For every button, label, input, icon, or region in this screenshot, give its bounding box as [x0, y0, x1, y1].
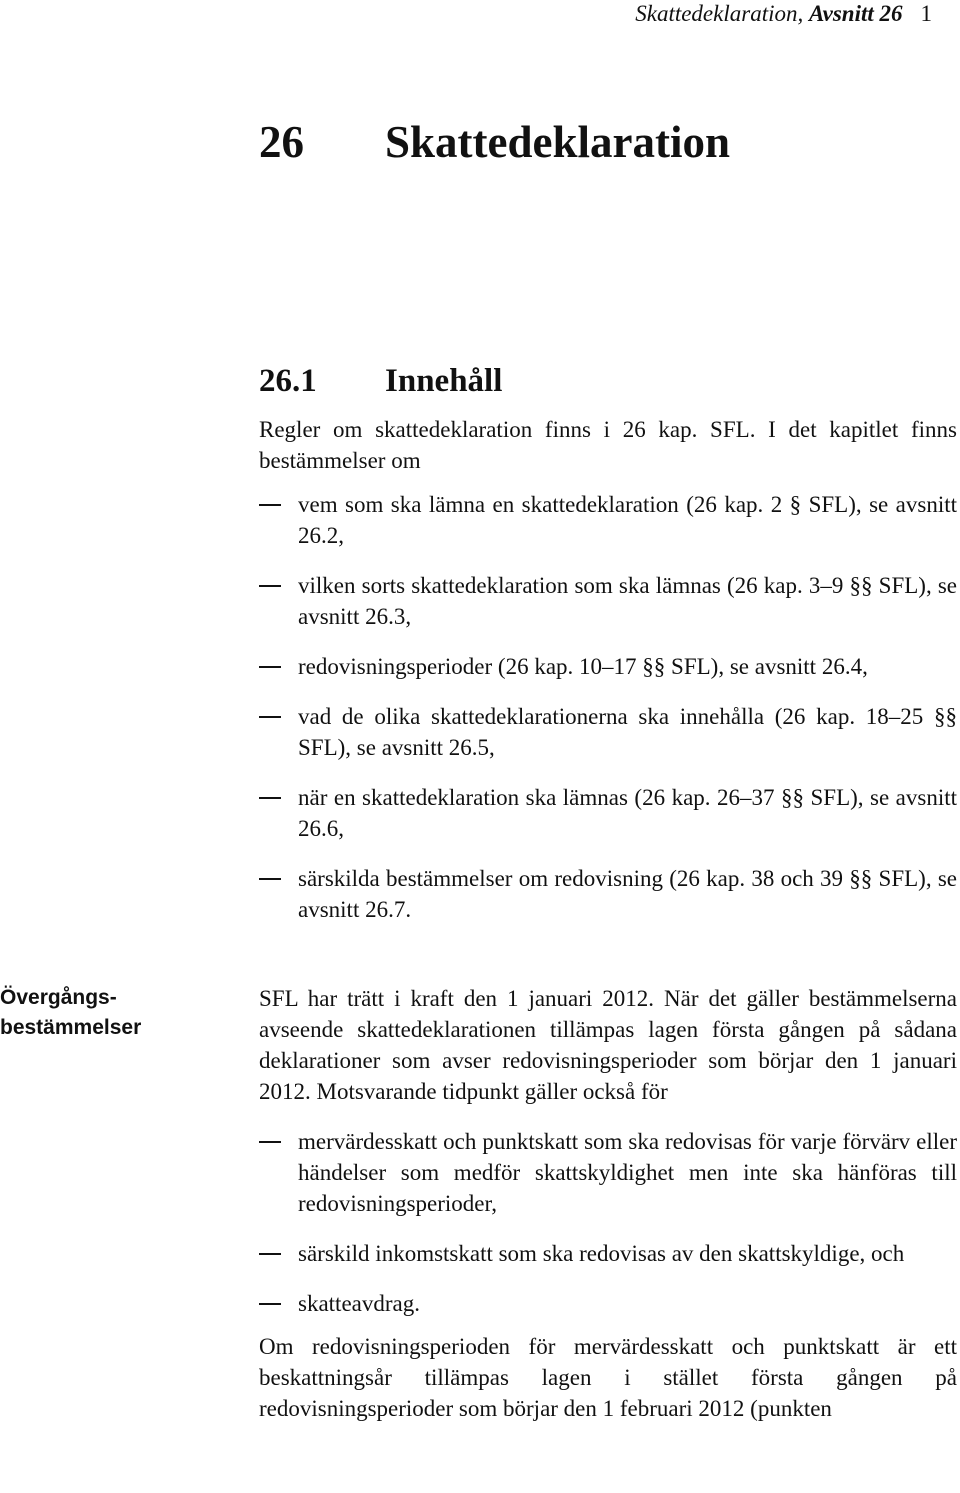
contents-list — [259, 489, 957, 925]
final-paragraph: Om redovisningsperioden för mervärdesskatt och punktskatt är ett beskattningsår tillämpas lagen i stället första gången på redovisningsperioder som börjar den 1 februari 2012 (punkten — [259, 1334, 957, 1421]
transition-list — [259, 1126, 957, 1319]
chapter-title — [259, 114, 730, 170]
list-item: vilken sorts skattedeklaration som ska lämnas (26 kap. 3–9 §§ SFL), se avsnitt 26.3, — [259, 570, 957, 632]
chapter-number: 26 — [259, 117, 304, 167]
list-item: redovisningsperioder (26 kap. 10–17 §§ SFL), se avsnitt 26.4, — [259, 651, 957, 682]
margin-note-line: Övergångs- — [0, 986, 117, 1009]
running-section: Avsnitt 26 — [808, 1, 903, 26]
list-item: mervärdesskatt och punktskatt som ska redovisas för varje förvärv eller händelser som medför skattskyldighet men inte ska hänföras till redovisningsperioder, — [259, 1126, 957, 1219]
contents-block — [259, 414, 957, 925]
list-item: skatteavdrag. — [259, 1288, 957, 1319]
page-number: 1 — [920, 1, 932, 26]
transition-block — [259, 983, 957, 1424]
list-item: vad de olika skattedeklarationerna ska innehålla (26 kap. 18–25 §§ SFL), se avsnitt 26.5, — [259, 701, 957, 763]
section-title-text: Innehåll — [385, 363, 503, 399]
list-item: särskilda bestämmelser om redovisning (26 kap. 38 och 39 §§ SFL), se avsnitt 26.7. — [259, 863, 957, 925]
section-number: 26.1 — [259, 363, 317, 399]
list-item: särskild inkomstskatt som ska redovisas av den skattskyldige, och — [259, 1238, 957, 1269]
margin-note — [0, 983, 200, 1043]
intro-paragraph: Regler om skattedeklaration finns i 26 kap. SFL. I det kapitlet finns bestämmelser om — [259, 417, 957, 473]
running-title: Skattedeklaration, — [635, 1, 809, 26]
chapter-title-text: Skattedeklaration — [385, 117, 731, 167]
list-item: när en skattedeklaration ska lämnas (26 kap. 26–37 §§ SFL), se avsnitt 26.6, — [259, 782, 957, 844]
margin-note-line: bestämmelser — [0, 1016, 142, 1039]
running-header — [635, 0, 932, 30]
section-title — [259, 359, 502, 403]
transition-paragraph: SFL har trätt i kraft den 1 januari 2012. När det gäller bestämmelserna avseende skattedeklarationen tillämpas lagen första gången på sådana deklarationer som avser redovisningsperioder som börjar den 1 januari 2012. Motsvarande tidpunkt gäller också för — [259, 986, 957, 1104]
list-item: vem som ska lämna en skattedeklaration (26 kap. 2 § SFL), se avsnitt 26.2, — [259, 489, 957, 551]
